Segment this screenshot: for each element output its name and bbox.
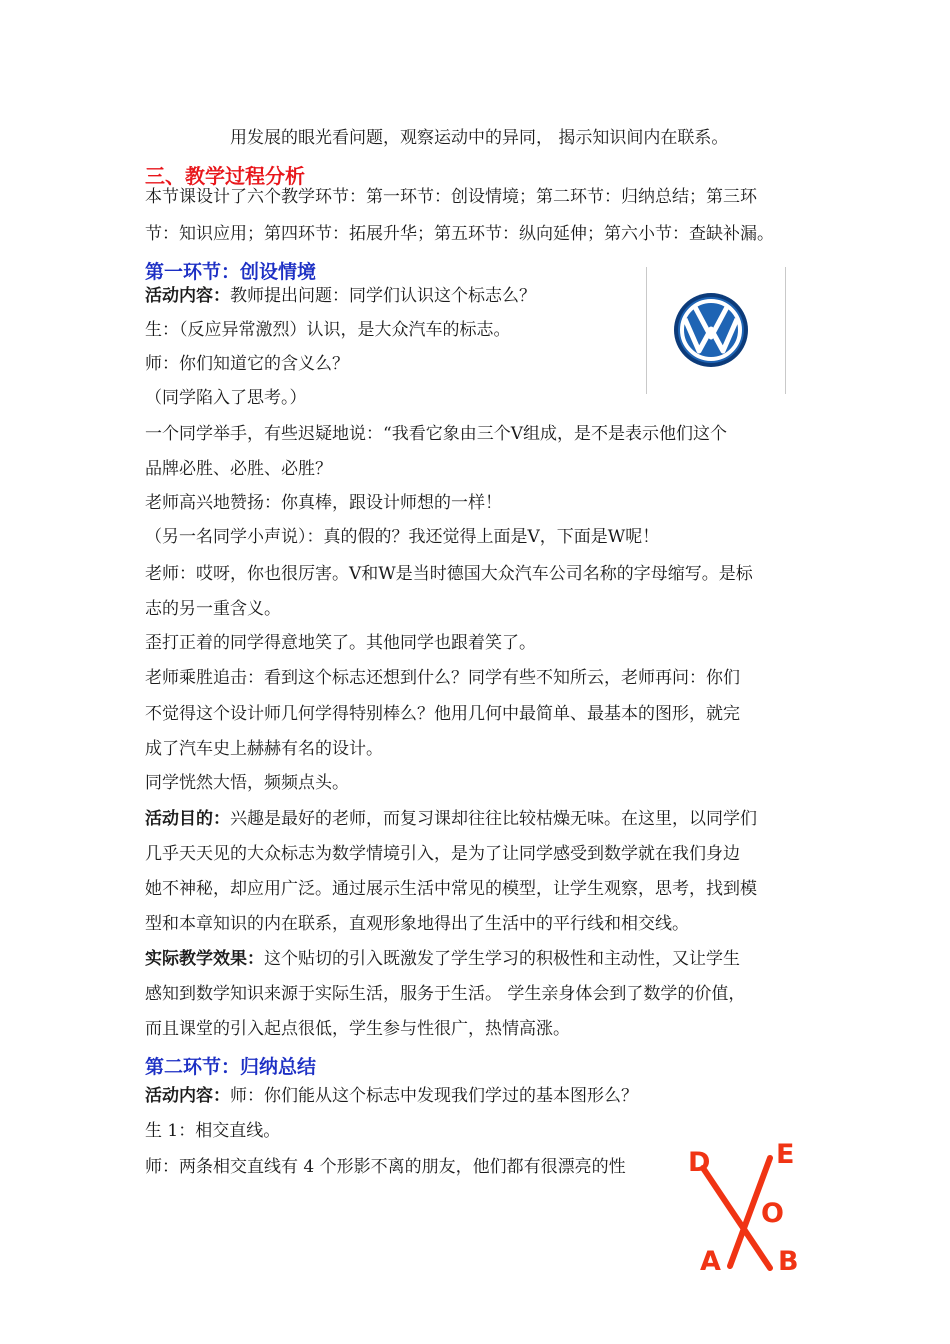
section3-para-line: 节：知识应用；第四环节：拓展升华；第五环节：纵向延伸；第六小节：查缺补漏。 <box>145 224 774 244</box>
purpose-line: 型和本章知识的内在联系，直观形象地得出了生活中的平行线和相交线。 <box>145 914 689 934</box>
dialog-line: 生：（反应异常激烈）认识，是大众汽车的标志。 <box>145 320 511 340</box>
activity-label: 活动内容： <box>145 286 230 306</box>
effect-text: 这个贴切的引入既激发了学生学习的积极性和主动性，又让学生 <box>264 949 740 969</box>
dialog-line: 老师：哎呀，你也很厉害。V和W是当时德国大众汽车公司名称的字母缩写。是标 <box>145 564 753 584</box>
effect-line: 感知到数学知识来源于实际生活，服务于生活。 学生亲身体会到了数学的价值， <box>145 984 746 1004</box>
stage2-activity <box>145 1085 638 1107</box>
vw-logo-icon <box>647 267 785 394</box>
intersecting-lines-diagram <box>678 1138 818 1278</box>
purpose-line: 几乎天天见的大众标志为数学情境引入，是为了让同学感受到数学就在我们身边 <box>145 844 740 864</box>
purpose-text: 兴趣是最好的老师，而复习课却往往比较枯燥无味。在这里，以同学们 <box>230 809 757 829</box>
vw-logo-image <box>646 267 786 394</box>
dialog-line: 不觉得这个设计师几何学得特别棒么？他用几何中最简单、最基本的图形，就完 <box>145 704 740 724</box>
effect-line <box>145 948 740 970</box>
dialog-line: 老师高兴地赞扬：你真棒，跟设计师想的一样！ <box>145 493 502 513</box>
intro-line: 用发展的眼光看问题，观察运动中的异同， 揭示知识间内在联系。 <box>230 128 729 148</box>
stage1-activity <box>145 285 536 307</box>
stage1-heading: 第一环节：创设情境 <box>145 261 317 283</box>
dialog-line: 生 1：相交直线。 <box>145 1121 281 1141</box>
dialog-line: 品牌必胜、必胜、必胜？ <box>145 459 332 479</box>
dialog-line: 歪打正着的同学得意地笑了。其他同学也跟着笑了。 <box>145 633 536 653</box>
dialog-line: 师：两条相交直线有 4 个形影不离的朋友，他们都有很漂亮的性 <box>145 1157 626 1177</box>
dialog-line: 一个同学举手，有些迟疑地说：“我看它象由三个V组成，是不是表示他们这个 <box>145 424 727 444</box>
effect-label: 实际教学效果： <box>145 949 264 969</box>
purpose-label: 活动目的： <box>145 809 230 829</box>
point-label-a: A <box>700 1246 721 1277</box>
purpose-line: 她不神秘，却应用广泛。通过展示生活中常见的模型，让学生观察，思考，找到模 <box>145 879 757 899</box>
dialog-line: 志的另一重含义。 <box>145 599 281 619</box>
dialog-line: 成了汽车史上赫赫有名的设计。 <box>145 739 383 759</box>
activity-label: 活动内容： <box>145 1086 230 1106</box>
dialog-line: 老师乘胜追击：看到这个标志还想到什么？同学有些不知所云，老师再问：你们 <box>145 668 740 688</box>
effect-line: 而且课堂的引入起点很低，学生参与性很广，热情高涨。 <box>145 1019 570 1039</box>
activity-text: 师：你们能从这个标志中发现我们学过的基本图形么？ <box>230 1086 638 1106</box>
dialog-line: 师：你们知道它的含义么？ <box>145 354 349 374</box>
section3-heading: 三、教学过程分析 <box>145 164 305 188</box>
dialog-line: 同学恍然大悟，频频点头。 <box>145 773 349 793</box>
point-label-b: B <box>778 1246 799 1277</box>
point-label-e: E <box>776 1139 795 1170</box>
purpose-line <box>145 808 757 830</box>
section3-para-line: 本节课设计了六个教学环节：第一环节：创设情境；第二环节：归纳总结；第三环 <box>145 187 757 207</box>
dialog-line: （同学陷入了思考。） <box>145 388 307 408</box>
point-label-o: O <box>761 1198 784 1229</box>
stage2-heading: 第二环节：归纳总结 <box>145 1056 317 1078</box>
point-label-d: D <box>688 1147 711 1178</box>
activity-text: 教师提出问题：同学们认识这个标志么？ <box>230 286 536 306</box>
dialog-line: （另一名同学小声说）：真的假的？我还觉得上面是V，下面是W呢！ <box>145 527 660 547</box>
